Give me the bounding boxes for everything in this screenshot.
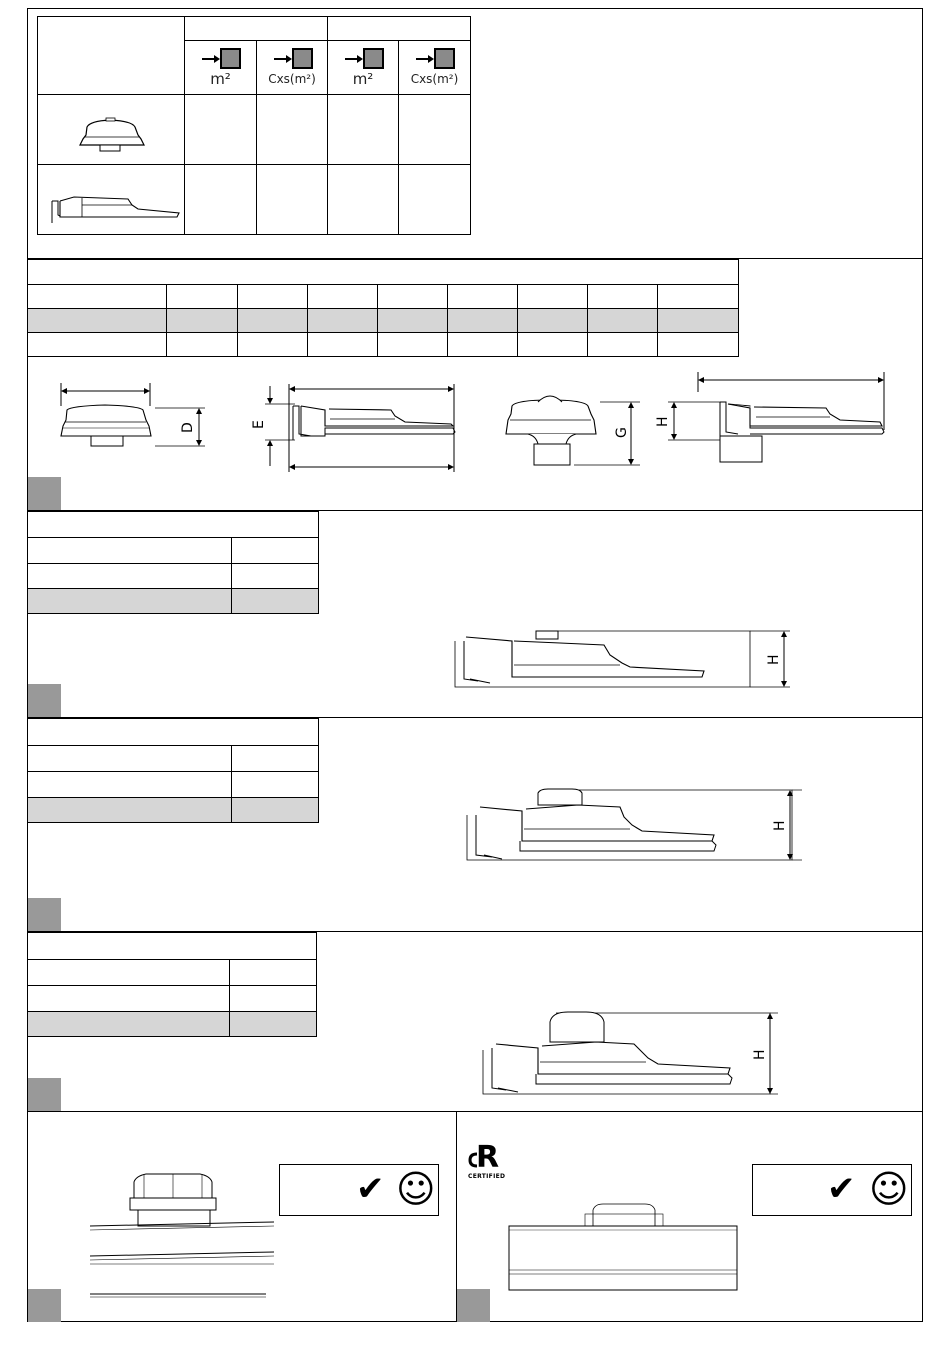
section-marker [28, 1289, 61, 1322]
side-view-icon [38, 165, 185, 235]
section-marker [457, 1289, 490, 1322]
corner-cell [38, 17, 185, 95]
smiley-icon: ☺ [869, 1167, 909, 1211]
table-cell [185, 95, 257, 165]
table-row [28, 309, 739, 333]
variant-drawing [450, 625, 810, 695]
table-cell [185, 165, 257, 235]
table-title-cell [28, 512, 319, 538]
logo-dots-icon [468, 1152, 478, 1168]
unit-header-cell [185, 41, 257, 95]
side-view-drawing [251, 380, 465, 480]
arrow-square-icon [274, 47, 314, 69]
variant-table [27, 718, 319, 823]
side-view-sensor-drawing [650, 370, 890, 470]
check-icon: ✔ [356, 1169, 385, 1209]
table-row [38, 95, 471, 165]
table-row [28, 746, 319, 772]
dimension-label-h: H [752, 1049, 768, 1060]
table-cell [257, 95, 328, 165]
table-cell [399, 95, 471, 165]
table-title-cell [28, 260, 739, 285]
table-row [28, 285, 739, 309]
unit-label: m² [210, 70, 231, 88]
table-row [28, 798, 319, 823]
front-view-icon [38, 95, 185, 165]
section-marker [28, 477, 61, 510]
table-row [28, 564, 319, 589]
check-icon: ✔ [827, 1169, 856, 1209]
dimension-label-h: H [766, 654, 782, 665]
dimension-label-h: H [655, 416, 671, 427]
divider [27, 1111, 923, 1112]
arrow-square-icon [345, 47, 385, 69]
variant-drawing [462, 785, 812, 865]
table-cell [399, 165, 471, 235]
group-header-cell [328, 17, 471, 41]
table-cell [328, 165, 399, 235]
table-row [28, 1012, 317, 1037]
table-title-cell [28, 933, 317, 960]
table-cell [257, 165, 328, 235]
table-row [38, 165, 471, 235]
sensor-closeup-drawing [88, 1170, 278, 1300]
variant-table [27, 932, 317, 1037]
dimension-label-d: D [180, 422, 196, 433]
section-marker [28, 684, 61, 717]
arrow-square-icon [202, 47, 242, 69]
table-cell [328, 95, 399, 165]
smiley-icon: ☺ [396, 1167, 436, 1211]
compatibility-box [279, 1164, 439, 1216]
table-row [28, 589, 319, 614]
unit-header-cell [328, 41, 399, 95]
variant-drawing [478, 1008, 788, 1098]
section-marker [28, 1078, 61, 1111]
logo-letter: R [476, 1140, 500, 1175]
dimension-label-h: H [772, 820, 788, 831]
variant-table [27, 511, 319, 614]
front-view-sensor-drawing [500, 380, 640, 480]
table-title-cell [28, 719, 319, 746]
unit-header-cell [399, 41, 471, 95]
table-row [28, 986, 317, 1012]
unit-label: m² [352, 70, 374, 88]
front-view-drawing [55, 380, 255, 480]
luminaire-top-drawing [505, 1200, 745, 1310]
dimension-label-e: E [251, 420, 267, 429]
arrow-square-icon [416, 47, 456, 69]
dimensions-table [27, 259, 739, 357]
logo-text: CERTIFIED [468, 1173, 506, 1180]
section-marker [28, 898, 61, 931]
area-grid [37, 16, 471, 235]
table-row [28, 960, 317, 986]
certified-logo [466, 1140, 506, 1180]
unit-header-cell [257, 41, 328, 95]
table-row [28, 333, 739, 357]
unit-label: Cxs(m²) [268, 72, 316, 86]
table-row [28, 538, 319, 564]
compatibility-box [752, 1164, 912, 1216]
unit-label: Cxs(m²) [410, 72, 459, 86]
dimension-label-g: G [614, 427, 630, 438]
group-header-cell [185, 17, 328, 41]
table-row [28, 772, 319, 798]
